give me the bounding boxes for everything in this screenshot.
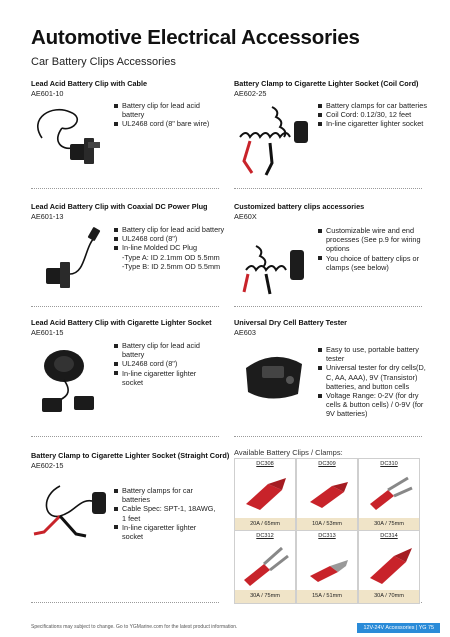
product-code: AE603 xyxy=(234,328,256,337)
red-clamp-icon xyxy=(362,470,418,516)
product-name: Customized battery clips accessories xyxy=(234,202,365,211)
bullet-item: In-line cigaretter lighter socket xyxy=(318,119,428,128)
plug-type-b: -Type B: ID 2.5mm OD 5.5mm xyxy=(122,261,221,271)
product-bullets xyxy=(114,341,219,387)
red-alligator-clip-icon xyxy=(362,542,418,588)
product-bullets xyxy=(318,345,430,419)
clip-card-dc310 xyxy=(358,458,420,532)
clip-spec: 15A / 51mm xyxy=(297,590,357,603)
clip-spec: 30A / 75mm xyxy=(359,518,419,531)
product-name: Lead Acid Battery Clip with Coaxial DC Power Plug xyxy=(31,202,208,211)
bullet-item: Coil Cord: 0.12/30, 12 feet xyxy=(318,110,428,119)
straight-cord-clamp-image xyxy=(30,476,112,556)
divider xyxy=(31,602,219,603)
custom-clips-image xyxy=(236,226,312,300)
bullet-item: In-line Molded DC Plug xyxy=(114,243,226,252)
product-ae601-13 xyxy=(31,202,208,221)
divider xyxy=(234,188,422,189)
divider xyxy=(234,306,422,307)
product-ae601-15 xyxy=(31,318,212,337)
clip-code: DC308 xyxy=(256,461,274,467)
red-clamp-icon xyxy=(238,542,294,588)
bullet-item: In-line cigaretter lighter socket xyxy=(114,369,219,387)
product-bullets xyxy=(114,225,226,271)
product-code: AE602-25 xyxy=(234,89,267,98)
footer-disclaimer: Specifications may subject to change. Go to YGMarine.com for the latest product information. xyxy=(31,624,238,630)
bullet-item: Battery clip for lead acid battery xyxy=(114,341,219,359)
battery-tester-image xyxy=(240,344,310,408)
page-title: Automotive Electrical Accessories xyxy=(31,26,360,49)
clip-card-dc314 xyxy=(358,530,420,604)
coil-cord-clamp-image xyxy=(232,97,312,179)
plug-type-a: -Type A: ID 2.1mm OD 5.5mm xyxy=(122,252,220,262)
red-alligator-clip-icon xyxy=(300,542,356,588)
product-ae602-25 xyxy=(234,79,418,98)
coaxial-dc-plug-image xyxy=(40,226,108,302)
red-alligator-clip-icon xyxy=(300,470,356,516)
product-name: Battery Clamp to Cigarette Lighter Socket (Coil Cord) xyxy=(234,79,419,88)
red-alligator-clip-icon xyxy=(238,470,294,516)
bullet-item: Customizable wire and end processes (See p.9 for wiring options xyxy=(318,226,428,254)
clip-code: DC309 xyxy=(318,461,336,467)
battery-clip-cable-image xyxy=(32,98,110,170)
clip-spec: 30A / 75mm xyxy=(235,590,295,603)
bullet-item: UL2468 cord (8") xyxy=(114,359,219,368)
product-ae602-15 xyxy=(31,451,229,470)
bullet-item: UL2468 cord (8" bare wire) xyxy=(114,119,219,128)
product-name: Battery Clamp to Cigarette Lighter Socket (Straight Cord) xyxy=(31,451,230,460)
clips-title: Available Battery Clips / Clamps: xyxy=(234,448,343,457)
bullet-item: Easy to use, portable battery tester xyxy=(318,345,430,363)
clip-code: DC313 xyxy=(318,533,336,539)
clip-code: DC312 xyxy=(256,533,274,539)
clip-card-dc308 xyxy=(234,458,296,532)
product-name: Universal Dry Cell Battery Tester xyxy=(234,318,348,327)
clip-spec: 20A / 65mm xyxy=(235,518,295,531)
bullet-item: Battery clamps for car batteries xyxy=(318,101,428,110)
product-code: AE601-13 xyxy=(31,212,64,221)
bullet-item: In-line cigaretter lighter socket xyxy=(114,523,219,541)
divider xyxy=(234,436,422,437)
bullet-item: Voltage Range: 0-2V (for dry cells & button cells) / 0-9V (for 9V batteries) xyxy=(318,391,430,419)
bullet-item: Battery clip for lead acid battery xyxy=(114,225,226,234)
product-name: Lead Acid Battery Clip with Cable xyxy=(31,79,148,88)
clip-card-dc309 xyxy=(296,458,358,532)
divider xyxy=(31,306,219,307)
clip-card-dc313 xyxy=(296,530,358,604)
clip-spec: 10A / 53mm xyxy=(297,518,357,531)
section-title: Car Battery Clips Accessories xyxy=(31,56,176,68)
product-ae603 xyxy=(234,318,347,337)
footer-page-tab: 12V-24V Accessories | YG 75 xyxy=(357,623,440,633)
clip-code: DC314 xyxy=(380,533,398,539)
clip-spec: 30A / 70mm xyxy=(359,590,419,603)
product-bullets xyxy=(318,101,428,129)
page-footer xyxy=(0,619,450,637)
bullet-item: You choice of battery clips or clamps (see below) xyxy=(318,254,428,272)
divider xyxy=(31,436,219,437)
divider xyxy=(31,188,219,189)
product-code: AE602-15 xyxy=(31,461,64,470)
product-code: AE60X xyxy=(234,212,257,221)
lighter-socket-clip-image xyxy=(34,342,110,416)
product-name: Lead Acid Battery Clip with Cigarette Lighter Socket xyxy=(31,318,212,327)
bullet-item: Cable Spec: SPT-1, 18AWG, 1 feet xyxy=(114,504,219,522)
bullet-item: Battery clip for lead acid battery xyxy=(114,101,219,119)
product-bullets xyxy=(114,101,219,129)
product-bullets xyxy=(318,226,428,272)
bullet-item: Battery clamps for car batteries xyxy=(114,486,219,504)
clip-card-dc312 xyxy=(234,530,296,604)
bullet-item: UL2468 cord (8") xyxy=(114,234,226,243)
bullet-item: Universal tester for dry cells(D, C, AA, AAA), 9V (Transistor) batteries, and button cells xyxy=(318,363,430,391)
product-bullets xyxy=(114,486,219,541)
product-ae60x xyxy=(234,202,364,221)
product-code: AE601-10 xyxy=(31,89,64,98)
product-code: AE601-15 xyxy=(31,328,64,337)
clip-code: DC310 xyxy=(380,461,398,467)
product-ae601-10 xyxy=(31,79,147,98)
